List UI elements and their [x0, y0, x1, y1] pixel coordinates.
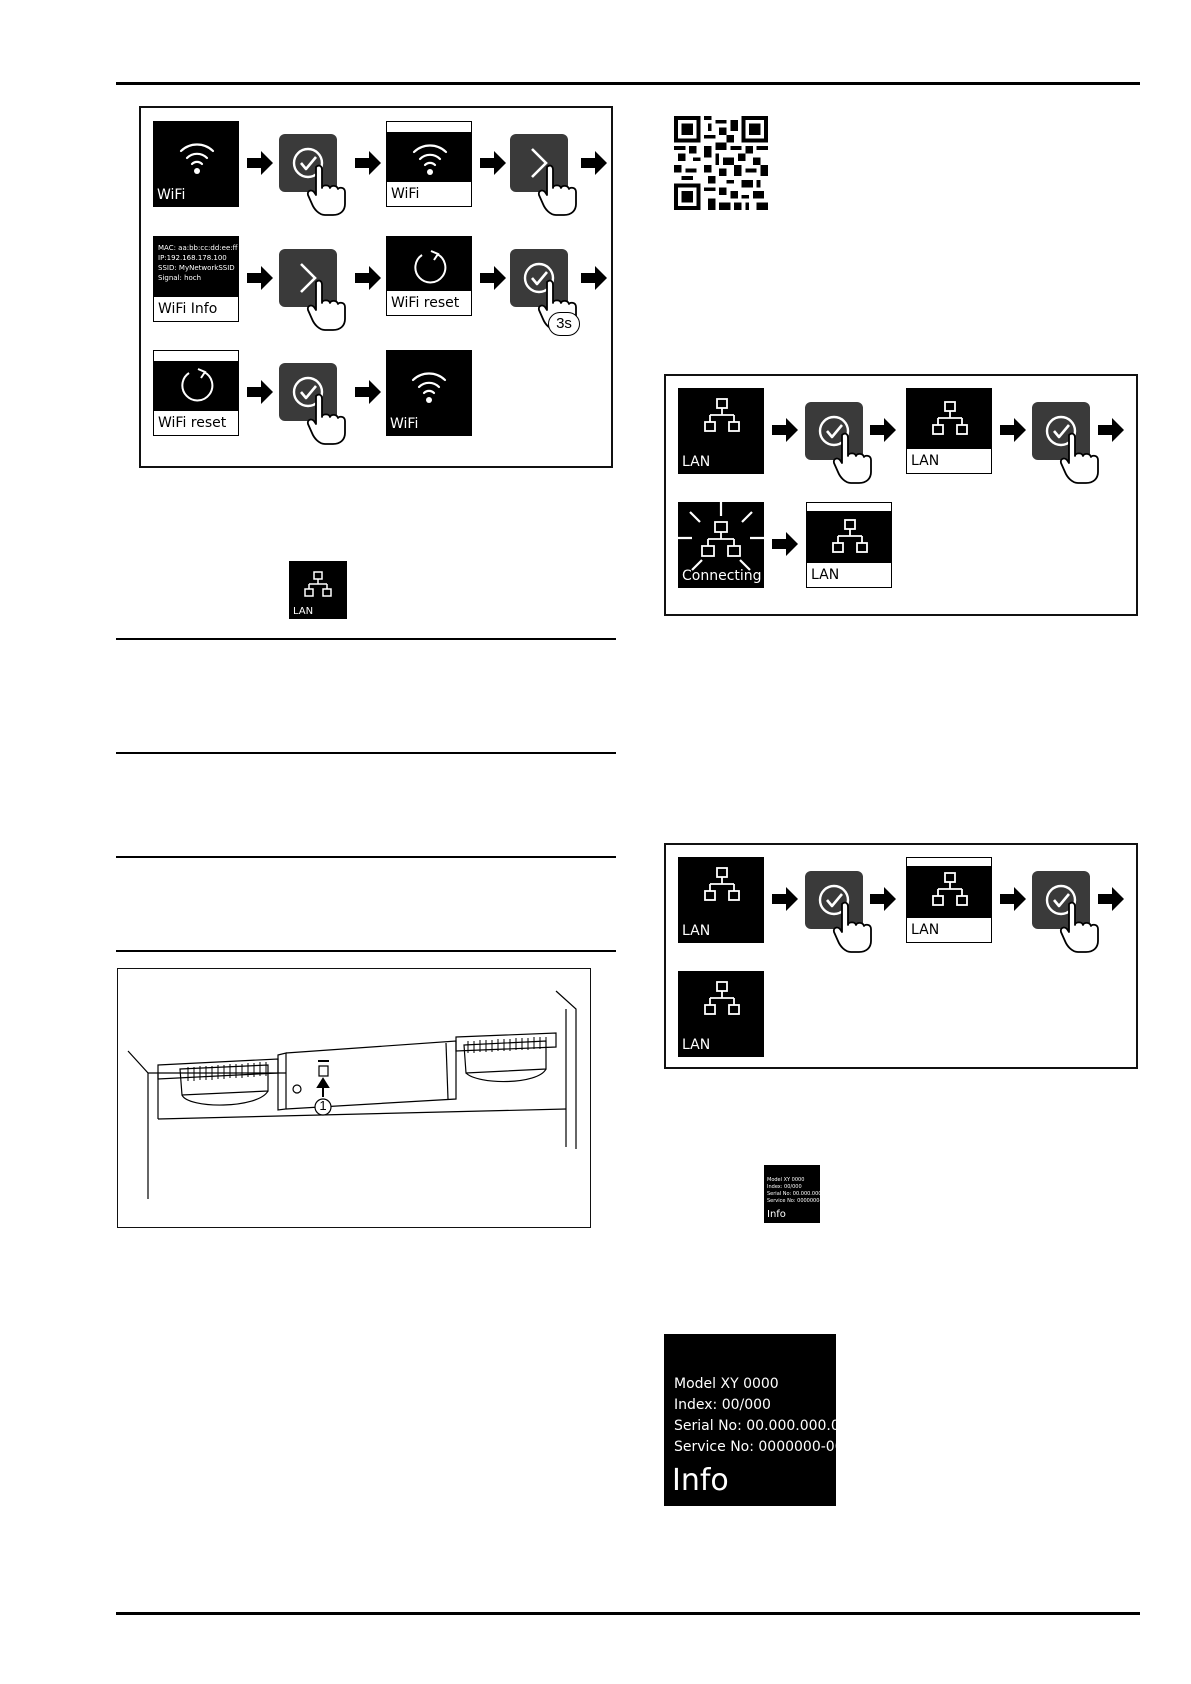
- info-service: Service No: 0000000-00: [674, 1439, 844, 1455]
- lan-disconnect-figure: [664, 843, 1138, 1069]
- arrow-right-icon: [870, 887, 896, 911]
- pointing-hand-icon: [307, 164, 347, 216]
- arrow-right-icon: [355, 380, 381, 404]
- network-icon: [704, 981, 740, 1019]
- header-rule: [116, 82, 1140, 85]
- qr-code-icon: [674, 116, 768, 210]
- arrow-right-icon: [355, 151, 381, 175]
- lan-connecting-tile: [678, 502, 764, 588]
- wifi-reset-tile-selected: [153, 350, 239, 436]
- lan-tile-selected: [906, 857, 992, 943]
- network-icon: [304, 571, 332, 599]
- info-model: Model XY 0000: [674, 1376, 779, 1392]
- arrow-right-icon: [480, 266, 506, 290]
- reset-icon: [411, 249, 449, 287]
- appliance-top-drawing: [118, 969, 589, 1226]
- network-icon: [832, 519, 868, 557]
- wifi-icon: [177, 135, 217, 175]
- wifi-tile: [153, 121, 239, 207]
- section-rule: [116, 638, 616, 640]
- arrow-right-icon: [772, 887, 798, 911]
- info-lines: [674, 1374, 844, 1458]
- lan-tile: [678, 388, 764, 474]
- arrow-right-icon: [480, 151, 506, 175]
- pointing-hand-icon: [307, 393, 347, 445]
- pointing-hand-icon: [538, 164, 578, 216]
- lan-inline-label: LAN: [293, 606, 314, 617]
- tile-label: WiFi: [157, 187, 186, 203]
- network-icon: [932, 872, 968, 910]
- wifi-info-tile: [153, 236, 239, 322]
- wifi-reset-tile: [386, 236, 472, 316]
- network-icon: [932, 401, 968, 439]
- lan-tile-selected: [806, 502, 892, 588]
- section-rule: [116, 856, 616, 858]
- tile-label: LAN: [907, 448, 991, 473]
- info-serial: Serial No: 00.000.000.0: [674, 1418, 840, 1434]
- pointing-hand-icon: [1060, 432, 1100, 484]
- arrow-right-icon: [1098, 418, 1124, 442]
- tile-label: WiFi: [387, 181, 471, 206]
- network-icon: [704, 398, 740, 436]
- wifi-info-lines: MAC: aa:bb:cc:dd:ee:ff IP:192.168.178.100 SSID: MyNetworkSSID Signal: hoch: [158, 244, 238, 282]
- info-inline-title: Info: [767, 1209, 786, 1220]
- arrow-right-icon: [870, 418, 896, 442]
- section-rule: [116, 950, 616, 952]
- info-inline-lines: Model XY 0000 Index: 00/000 Serial No: 00.000.000.0 Service No: 0000000-00: [767, 1177, 828, 1204]
- tile-label: WiFi Info: [154, 296, 238, 321]
- tile-label: LAN: [807, 562, 891, 587]
- wifi-tile: [386, 350, 472, 436]
- info-index: Index: 00/000: [674, 1397, 771, 1413]
- wifi-icon: [409, 364, 449, 404]
- arrow-right-icon: [355, 266, 381, 290]
- wifi-reset-figure: [139, 106, 613, 468]
- pointing-hand-icon: [1060, 901, 1100, 953]
- wifi-tile-selected: [386, 121, 472, 207]
- lan-port-illustration: [117, 968, 591, 1228]
- tile-label: WiFi reset: [154, 410, 238, 435]
- footer-rule: [116, 1612, 1140, 1615]
- lan-connect-figure: [664, 374, 1138, 616]
- arrow-right-icon: [581, 151, 607, 175]
- arrow-right-icon: [581, 266, 607, 290]
- tile-label: WiFi reset: [387, 290, 471, 315]
- tile-label: WiFi: [390, 416, 419, 432]
- arrow-right-icon: [1000, 418, 1026, 442]
- pointing-hand-icon: [833, 432, 873, 484]
- network-icon: [704, 867, 740, 905]
- wifi-icon: [410, 136, 450, 176]
- tile-label: LAN: [682, 454, 711, 470]
- arrow-right-icon: [772, 532, 798, 556]
- callout-number: 1: [319, 1098, 327, 1113]
- info-inline-icon: [764, 1165, 828, 1223]
- arrow-right-icon: [772, 418, 798, 442]
- arrow-right-icon: [247, 151, 273, 175]
- tile-label: LAN: [907, 917, 991, 942]
- lan-inline-icon: [289, 561, 347, 619]
- arrow-right-icon: [247, 380, 273, 404]
- pointing-hand-icon: [307, 279, 347, 331]
- section-rule: [116, 752, 616, 754]
- arrow-right-icon: [1000, 887, 1026, 911]
- lan-tile: [678, 857, 764, 943]
- arrow-right-icon: [247, 266, 273, 290]
- tile-label: LAN: [682, 1037, 711, 1053]
- tile-label: Connecting: [682, 568, 762, 584]
- info-title: Info: [672, 1463, 729, 1498]
- lan-tile-selected: [906, 388, 992, 474]
- hold-time-badge: 3s: [548, 312, 580, 336]
- arrow-right-icon: [1098, 887, 1124, 911]
- lan-tile: [678, 971, 764, 1057]
- pointing-hand-icon: [833, 901, 873, 953]
- reset-icon: [178, 367, 216, 405]
- tile-label: LAN: [682, 923, 711, 939]
- info-screen: [664, 1334, 844, 1506]
